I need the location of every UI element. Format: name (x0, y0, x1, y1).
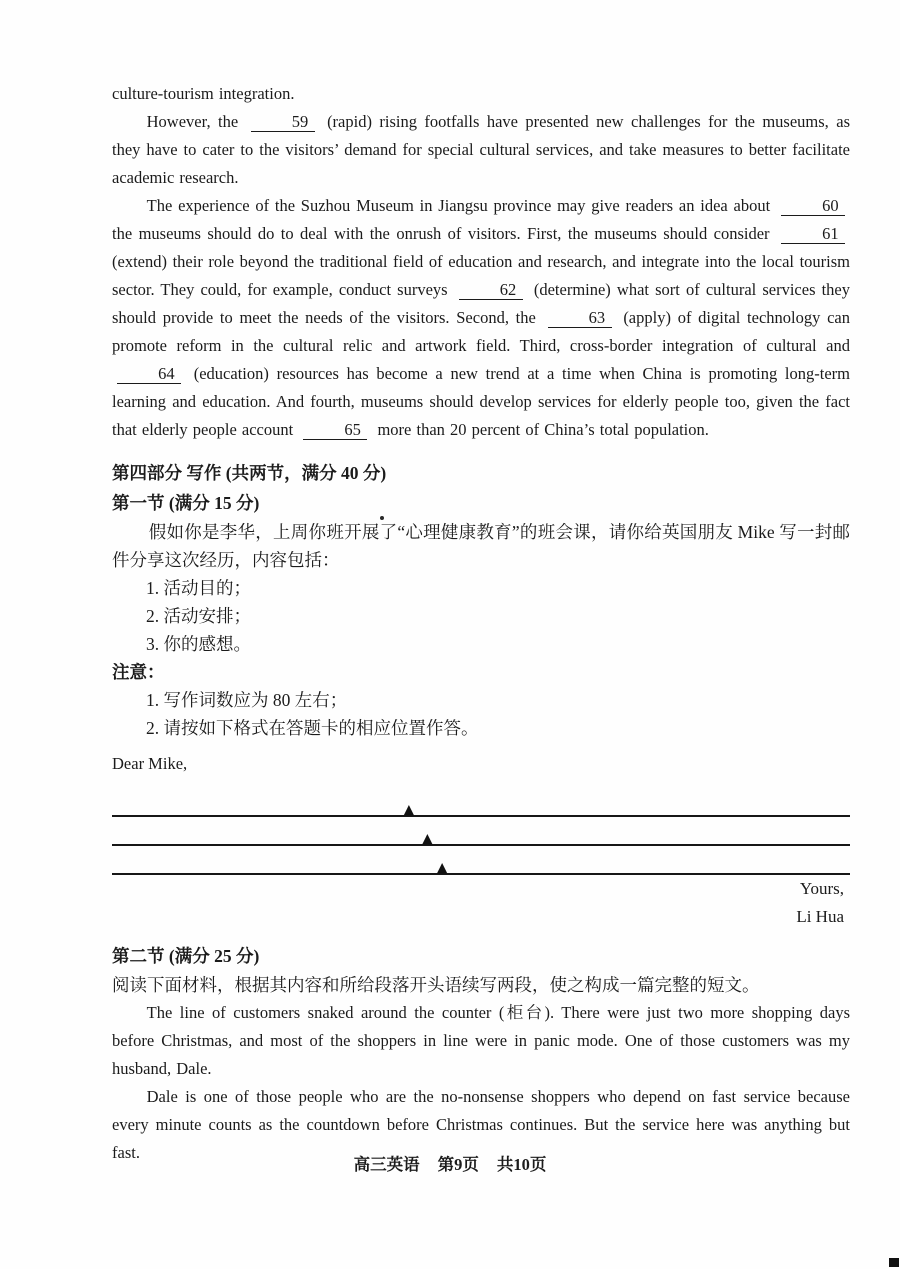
text-run: (extend) their role beyond the traditional field of education and research, and integrate into the local tourism sector. They could, for example, conduct surveys (112, 252, 850, 299)
blank-65: 65 (303, 420, 367, 440)
blank-62: 62 (459, 280, 523, 300)
answer-line-1 (112, 788, 850, 817)
page-footer (0, 1152, 900, 1178)
text-run: However, the (146, 112, 239, 131)
note-item: 2. 请按如下格式在答题卡的相应位置作答。 (146, 718, 479, 738)
footer-course-label: 高三英语 (353, 1155, 420, 1174)
notes-label: 注意： (112, 662, 165, 682)
part4-heading: 第四部分 写作 (共两节，满分 40 分) (112, 463, 387, 483)
story-paragraph-1: The line of customers snaked around the counter (柜台). There were just two more shopping days before Christmas, and most of the shoppers in line were in panic mode. One of those customers was my husband, Dale. (112, 1003, 850, 1078)
cloze-paragraph-2 (112, 192, 850, 444)
letter-closing: Yours, (799, 879, 844, 898)
section2-block (112, 941, 850, 1167)
footer-page-number: 第9页 (437, 1155, 479, 1174)
text-run: (education) resources has become a new trend at a time when China is promoting long-term learning and education. And fourth, museums should develop services for elderly people too, given the fact that elderly people account (112, 364, 850, 439)
text-run: more than 20 percent of China’s total population. (377, 420, 709, 439)
scan-speck (380, 516, 384, 520)
notes-list (146, 686, 850, 742)
blank-64: 64 (117, 364, 181, 384)
task2-intro: 阅读下面材料，根据其内容和所给段落开头语续写两段，使之构成一篇完整的短文。 (112, 975, 760, 995)
blank-59: 59 (251, 112, 315, 132)
paragraph-continuation: culture-tourism integration. (112, 84, 295, 103)
section1-heading: 第一节 (满分 15 分) (112, 493, 260, 513)
story-paragraph-2: Dale is one of those people who are the no-nonsense shoppers who depend on fast service because every minute counts as the countdown before Christmas continues. But the service here was anything but fast. (112, 1087, 850, 1162)
answer-line-3 (112, 846, 850, 875)
caret-marker-icon: ▲ (436, 860, 448, 876)
blank-61: 61 (781, 224, 845, 244)
footer-total-pages: 共10页 (496, 1155, 547, 1174)
answer-line-2 (112, 817, 850, 846)
blank-60: 60 (781, 196, 845, 216)
text-run: (determine) what sort of cultural services they should provide to meet the needs of the visitors. Second, the (112, 280, 851, 327)
scan-artifact (889, 1258, 899, 1267)
section2-heading: 第二节 (满分 25 分) (112, 946, 260, 966)
task1-point: 1. 活动目的； (146, 578, 251, 598)
text-run: (rapid) rising footfalls have presented new challenges for the museums, as they have to cater to the visitors’ demand for special cultural services, and take measures to better facilitate academic research. (112, 112, 850, 187)
letter-salutation: Dear Mike, (112, 754, 188, 773)
letter-answer-template (112, 750, 850, 931)
text-run: The experience of the Suzhou Museum in Jiangsu province may give readers an idea about (146, 196, 771, 215)
cloze-paragraph-1 (112, 108, 850, 192)
letter-signature: Li Hua (796, 907, 844, 926)
task1-point: 3. 你的感想。 (146, 634, 251, 654)
caret-marker-icon: ▲ (403, 802, 415, 818)
text-run: (apply) of digital technology can promote reform in the cultural relic and artwork field. Third, cross-border integration of cultural and (112, 308, 851, 355)
blank-63: 63 (548, 308, 612, 328)
task1-points-list (146, 574, 850, 658)
caret-marker-icon: ▲ (421, 831, 433, 847)
text-run: the museums should do to deal with the onrush of visitors. First, the museums should consider (112, 224, 770, 243)
task1-point: 2. 活动安排； (146, 606, 251, 626)
note-item: 1. 写作词数应为 80 左右； (146, 690, 348, 710)
task1-intro: 假如你是李华，上周你班开展了“心理健康教育”的班会课，请你给英国朋友 Mike 写一封邮件分享这次经历，内容包括： (112, 522, 850, 570)
